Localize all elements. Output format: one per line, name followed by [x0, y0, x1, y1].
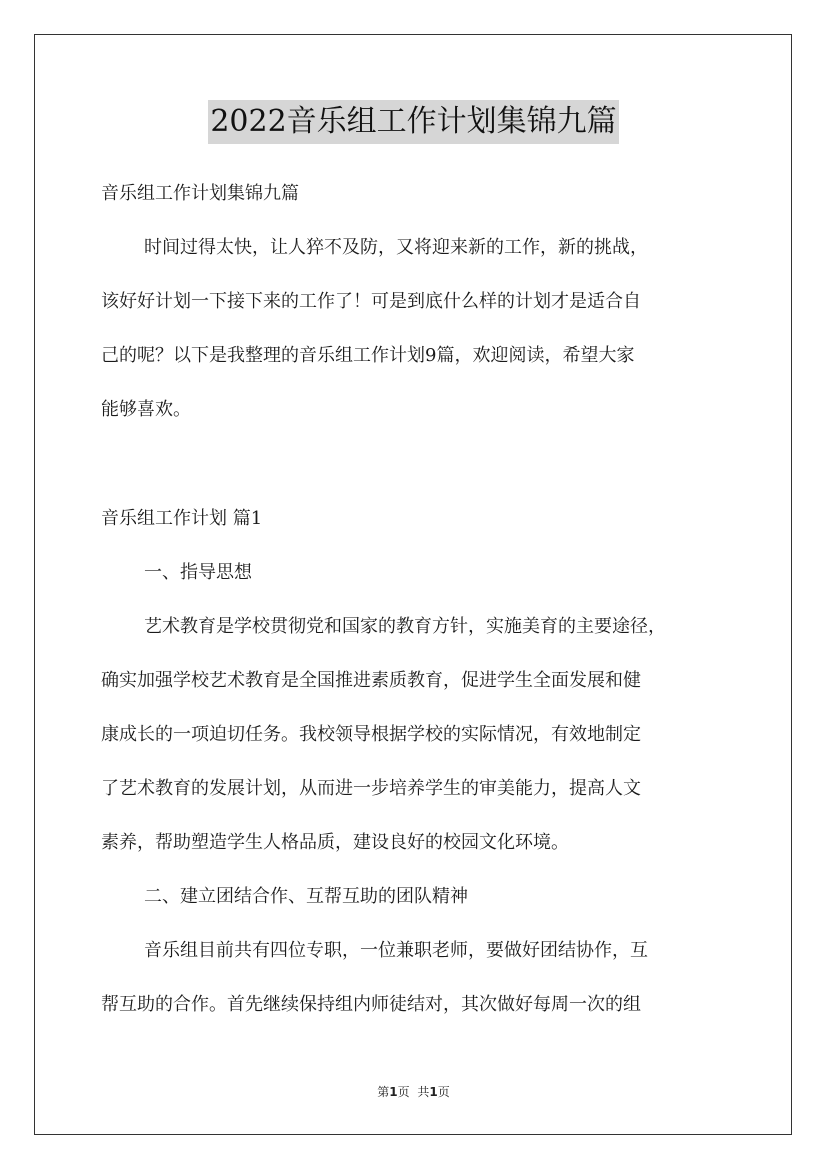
- intro-line: 己的呢？以下是我整理的音乐组工作计划9篇，欢迎阅读，希望大家: [101, 345, 635, 366]
- paragraph-line: 康成长的一项迫切任务。我校领导根据学校的实际情况，有效地制定: [101, 724, 641, 745]
- heading-guiding-ideology: 一、指导思想: [144, 562, 252, 583]
- total-pages: 1: [429, 1085, 438, 1099]
- title-container: [0, 100, 827, 144]
- paragraph-line: 了艺术教育的发展计划，从而进一步培养学生的审美能力，提高人文: [101, 778, 641, 799]
- intro-line: 时间过得太快，让人猝不及防，又将迎来新的工作，新的挑战，: [144, 237, 648, 258]
- paragraph-line: 艺术教育是学校贯彻党和国家的教育方针，实施美育的主要途径，: [144, 616, 666, 637]
- heading-team-spirit: 二、建立团结合作、互帮互助的团队精神: [144, 886, 468, 907]
- paragraph-line: 帮互助的合作。首先继续保持组内师徒结对，其次做好每周一次的组: [101, 994, 641, 1015]
- total-label-suffix: 页: [437, 1085, 450, 1099]
- paragraph-line: 素养，帮助塑造学生人格品质，建设良好的校园文化环境。: [101, 832, 569, 853]
- page-footer: [0, 1083, 827, 1100]
- intro-line: 该好好计划一下接下来的工作了！可是到底什么样的计划才是适合自: [101, 291, 641, 312]
- subtitle: 音乐组工作计划集锦九篇: [101, 183, 299, 204]
- page-label-suffix: 页: [397, 1085, 410, 1099]
- paragraph-line: 音乐组目前共有四位专职，一位兼职老师，要做好团结协作，互: [144, 940, 648, 961]
- total-label-prefix: 共: [417, 1085, 430, 1099]
- intro-line: 能够喜欢。: [101, 399, 191, 420]
- page-label-prefix: 第: [377, 1085, 390, 1099]
- section-title: 音乐组工作计划 篇1: [101, 508, 263, 529]
- document-title: 2022音乐组工作计划集锦九篇: [208, 100, 618, 144]
- page-number: 1: [389, 1085, 398, 1099]
- paragraph-line: 确实加强学校艺术教育是全国推进素质教育，促进学生全面发展和健: [101, 670, 641, 691]
